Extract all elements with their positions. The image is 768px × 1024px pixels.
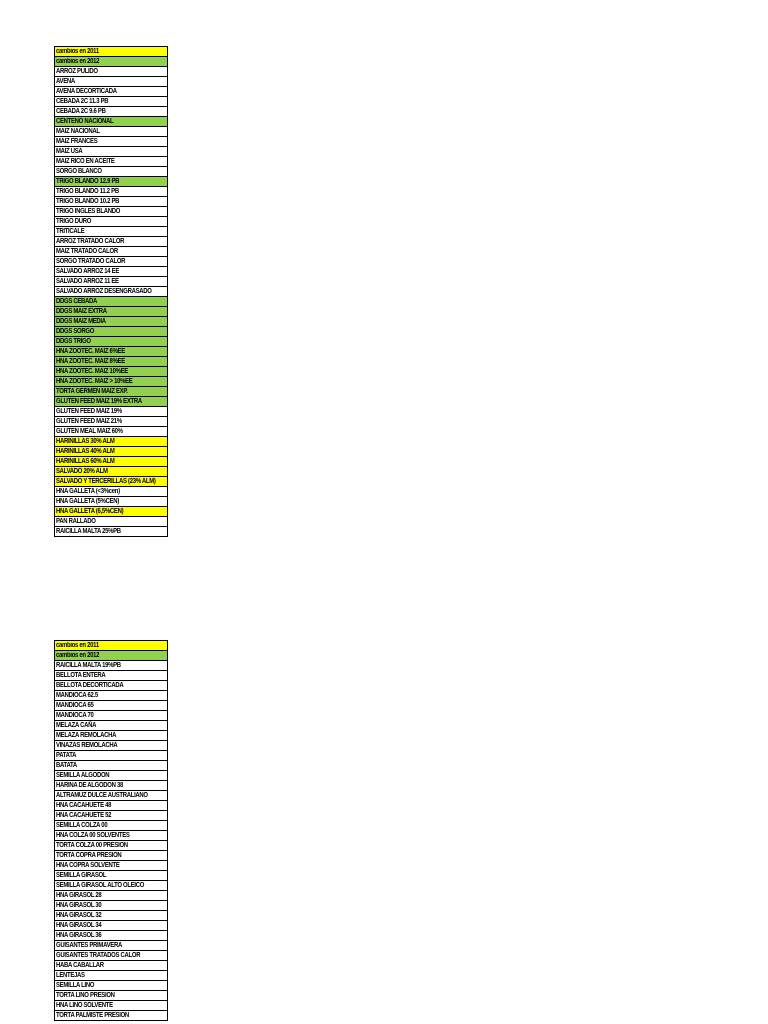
ingredient-row[interactable] (55, 387, 167, 397)
cell-text: MELAZA CAÑA (56, 722, 97, 729)
ingredient-row[interactable] (55, 357, 167, 367)
ingredient-row[interactable] (55, 237, 167, 247)
cell-text: SEMILLA LINO (56, 982, 95, 989)
cell-text: BELLOTA ENTERA (56, 672, 106, 679)
ingredient-row[interactable] (55, 127, 167, 137)
ingredient-row[interactable] (55, 851, 167, 861)
ingredient-row[interactable] (55, 831, 167, 841)
ingredient-row[interactable] (55, 941, 167, 951)
ingredient-row[interactable] (55, 931, 167, 941)
ingredient-row[interactable] (55, 287, 167, 297)
cell-text: HNA GALLETA (<3%cen) (56, 488, 120, 495)
ingredient-row[interactable] (55, 497, 167, 507)
ingredient-row[interactable] (55, 447, 167, 457)
cell-text: MANDIOCA 70 (56, 712, 94, 719)
cell-text: MAIZ NACIONAL (56, 128, 100, 135)
cell-text: RAICILLA MALTA 25%PB (56, 528, 121, 535)
cell-text: TORTA COPRA PRESION (56, 852, 122, 859)
ingredient-row[interactable] (55, 67, 167, 77)
ingredient-row[interactable] (55, 137, 167, 147)
ingredient-row[interactable] (55, 671, 167, 681)
cell-text: cambios en 2012 (56, 58, 100, 65)
cell-text: SEMILLA COLZA 00 (56, 822, 108, 829)
cell-text: HNA COPRA SOLVENTE (56, 862, 120, 869)
cell-text: HNA GIRASOL 28 (56, 892, 102, 899)
cell-text: HNA GALLETA (6,5%CEN) (56, 508, 124, 515)
ingredient-row[interactable] (55, 87, 167, 97)
cell-text: TRIGO INGLES BLANDO (56, 208, 121, 215)
cell-text: HNA ZOOTEC. MAIZ 8%EE (56, 358, 125, 365)
ingredient-row[interactable] (55, 427, 167, 437)
ingredient-row[interactable] (55, 277, 167, 287)
cell-text: MELAZA REMOLACHA (56, 732, 117, 739)
ingredient-row[interactable] (55, 881, 167, 891)
ingredient-row[interactable] (55, 891, 167, 901)
cell-text: GUISANTES PRIMAVERA (56, 942, 122, 949)
cell-text: TRIGO BLANDO 12.9 PB (56, 178, 120, 185)
cell-text: HNA CACAHUETE 52 (56, 812, 112, 819)
cell-text: SEMILLA GIRASOL ALTO OLEICO (56, 882, 145, 889)
cell-text: SALVADO 20% ALM (56, 468, 108, 475)
cell-text: GUISANTES TRATADOS CALOR (56, 952, 141, 959)
ingredient-row[interactable] (55, 247, 167, 257)
cell-text: TRITICALE (56, 228, 85, 235)
ingredient-row[interactable] (55, 517, 167, 527)
ingredient-row[interactable] (55, 751, 167, 761)
ingredient-row[interactable] (55, 691, 167, 701)
cell-text: cambios en 2011 (56, 48, 99, 55)
ingredient-row[interactable] (55, 1011, 167, 1021)
cell-text: BATATA (56, 762, 77, 769)
cell-text: TORTA GERMEN MAIZ EXP. (56, 388, 128, 395)
cell-text: RAICILLA MALTA 19%PB (56, 662, 121, 669)
ingredient-row[interactable] (55, 107, 167, 117)
cell-text: HNA GALLETA (5%CEN) (56, 498, 119, 505)
ingredient-row[interactable] (55, 991, 167, 1001)
cell-text: MAIZ FRANCES (56, 138, 98, 145)
ingredient-row[interactable] (55, 327, 167, 337)
cell-text: SEMILLA ALGODON (56, 772, 110, 779)
cell-text: MAIZ USA (56, 148, 83, 155)
cell-text: TORTA LINO PRESION (56, 992, 115, 999)
cell-text: PATATA (56, 752, 77, 759)
cell-text: TRIGO BLANDO 10.2 PB (56, 198, 120, 205)
ingredient-row[interactable] (55, 791, 167, 801)
cell-text: TORTA COLZA 00 PRESION (56, 842, 128, 849)
cell-text: MANDIOCA 62.5 (56, 692, 98, 699)
cell-text: TRIGO DURO (56, 218, 92, 225)
ingredient-row[interactable] (55, 117, 167, 127)
cell-text: HNA ZOOTEC. MAIZ 10%EE (56, 368, 128, 375)
ingredient-row[interactable] (55, 347, 167, 357)
cell-text: HNA GIRASOL 30 (56, 902, 102, 909)
ingredient-row[interactable] (55, 901, 167, 911)
cell-text: MAIZ TRATADO CALOR (56, 248, 118, 255)
cell-text: SALVADO ARROZ DESENGRASADO (56, 288, 152, 295)
ingredient-table-1 (54, 46, 168, 537)
ingredient-row[interactable] (55, 217, 167, 227)
legend-row[interactable] (55, 651, 167, 661)
ingredient-row[interactable] (55, 157, 167, 167)
cell-text: HABA CABALLAR (56, 962, 104, 969)
ingredient-row[interactable] (55, 457, 167, 467)
ingredient-row[interactable] (55, 477, 167, 487)
cell-text: HNA GIRASOL 36 (56, 932, 102, 939)
cell-text: SEMILLA GIRASOL (56, 872, 107, 879)
cell-text: HARINILLAS 40% ALM (56, 448, 115, 455)
ingredient-row[interactable] (55, 771, 167, 781)
cell-text: VINAZAS REMOLACHA (56, 742, 118, 749)
cell-text: DDGS SORGO (56, 328, 95, 335)
cell-text: HNA GIRASOL 32 (56, 912, 102, 919)
cell-text: DDGS TRIGO (56, 338, 91, 345)
cell-text: GLUTEN MEAL MAIZ 60% (56, 428, 123, 435)
cell-text: BELLOTA DECORTICADA (56, 682, 124, 689)
cell-text: HARINILLAS 60% ALM (56, 458, 115, 465)
ingredient-row[interactable] (55, 337, 167, 347)
cell-text: LENTEJAS (56, 972, 85, 979)
legend-row[interactable] (55, 641, 167, 651)
ingredient-row[interactable] (55, 721, 167, 731)
cell-text: DDGS MAIZ MEDIA (56, 318, 106, 325)
ingredient-row[interactable] (55, 661, 167, 671)
cell-text: HARINILLAS 30% ALM (56, 438, 115, 445)
ingredient-row[interactable] (55, 417, 167, 427)
ingredient-row[interactable] (55, 861, 167, 871)
cell-text: HNA GIRASOL 34 (56, 922, 102, 929)
ingredient-row[interactable] (55, 921, 167, 931)
ingredient-row[interactable] (55, 811, 167, 821)
ingredient-row[interactable] (55, 407, 167, 417)
ingredient-row[interactable] (55, 527, 167, 537)
ingredient-row[interactable] (55, 397, 167, 407)
cell-text: CEBADA 2C 9.6 PB (56, 108, 106, 115)
cell-text: cambios en 2011 (56, 642, 99, 649)
cell-text: GLUTEN FEED MAIZ 19% EXTRA (56, 398, 142, 405)
cell-text: SALVADO ARROZ 14 EE (56, 268, 120, 275)
ingredient-row[interactable] (55, 507, 167, 517)
cell-text: DDGS CEBADA (56, 298, 98, 305)
cell-text: HNA COLZA 00 SOLVENTES (56, 832, 130, 839)
cell-text: ALTRAMUZ DULCE AUSTRALIANO (56, 792, 148, 799)
ingredient-row[interactable] (55, 841, 167, 851)
ingredient-row[interactable] (55, 317, 167, 327)
ingredient-row[interactable] (55, 961, 167, 971)
ingredient-row[interactable] (55, 437, 167, 447)
ingredient-row[interactable] (55, 257, 167, 267)
ingredient-row[interactable] (55, 681, 167, 691)
ingredient-row[interactable] (55, 981, 167, 991)
ingredient-row[interactable] (55, 197, 167, 207)
cell-text: ARROZ PULIDO (56, 68, 98, 75)
cell-text: TRIGO BLANDO 11.2 PB (56, 188, 119, 195)
ingredient-row[interactable] (55, 821, 167, 831)
cell-text: DDGS MAIZ EXTRA (56, 308, 107, 315)
ingredient-row[interactable] (55, 701, 167, 711)
ingredient-row[interactable] (55, 711, 167, 721)
ingredient-row[interactable] (55, 187, 167, 197)
ingredient-row[interactable] (55, 761, 167, 771)
cell-text: GLUTEN FEED MAIZ 19% (56, 408, 122, 415)
ingredient-row[interactable] (55, 1001, 167, 1011)
cell-text: HARINA DE ALGODON 38 (56, 782, 124, 789)
legend-row[interactable] (55, 47, 167, 57)
ingredient-row[interactable] (55, 207, 167, 217)
ingredient-row[interactable] (55, 77, 167, 87)
cell-text: HNA ZOOTEC. MAIZ > 10%EE (56, 378, 133, 385)
cell-text: CEBADA 2C 11.3 PB (56, 98, 109, 105)
cell-text: MANDIOCA 65 (56, 702, 94, 709)
ingredient-row[interactable] (55, 911, 167, 921)
ingredient-row[interactable] (55, 297, 167, 307)
cell-text: SALVADO ARROZ 11 EE (56, 278, 119, 285)
ingredient-row[interactable] (55, 731, 167, 741)
cell-text: HNA CACAHUETE 48 (56, 802, 112, 809)
ingredient-row[interactable] (55, 951, 167, 961)
ingredient-row[interactable] (55, 267, 167, 277)
cell-text: HNA LINO SOLVENTE (56, 1002, 113, 1009)
ingredient-row[interactable] (55, 741, 167, 751)
ingredient-row[interactable] (55, 227, 167, 237)
ingredient-row[interactable] (55, 307, 167, 317)
legend-row[interactable] (55, 57, 167, 67)
cell-text: SORGO BLANCO (56, 168, 102, 175)
ingredient-row[interactable] (55, 467, 167, 477)
ingredient-row[interactable] (55, 377, 167, 387)
cell-text: PAN RALLADO (56, 518, 96, 525)
cell-text: HNA ZOOTEC. MAIZ 6%EE (56, 348, 125, 355)
cell-text: CENTENO NACIONAL (56, 118, 114, 125)
cell-text: SALVADO Y TERCERILLAS (23% ALM) (56, 478, 156, 485)
cell-text: SORGO TRATADO CALOR (56, 258, 126, 265)
ingredient-row[interactable] (55, 177, 167, 187)
ingredient-row[interactable] (55, 801, 167, 811)
ingredient-row[interactable] (55, 167, 167, 177)
cell-text: cambios en 2012 (56, 652, 100, 659)
cell-text: ARROZ TRATADO CALOR (56, 238, 125, 245)
cell-text: AVENA (56, 78, 75, 85)
ingredient-row[interactable] (55, 367, 167, 377)
ingredient-row[interactable] (55, 487, 167, 497)
ingredient-row[interactable] (55, 871, 167, 881)
ingredient-table-2 (54, 640, 168, 1021)
cell-text: MAIZ RICO EN ACEITE (56, 158, 115, 165)
ingredient-row[interactable] (55, 97, 167, 107)
ingredient-row[interactable] (55, 147, 167, 157)
cell-text: AVENA DECORTICADA (56, 88, 117, 95)
ingredient-row[interactable] (55, 781, 167, 791)
cell-text: TORTA PALMISTE PRESION (56, 1012, 129, 1019)
ingredient-row[interactable] (55, 971, 167, 981)
cell-text: GLUTEN FEED MAIZ 21% (56, 418, 122, 425)
